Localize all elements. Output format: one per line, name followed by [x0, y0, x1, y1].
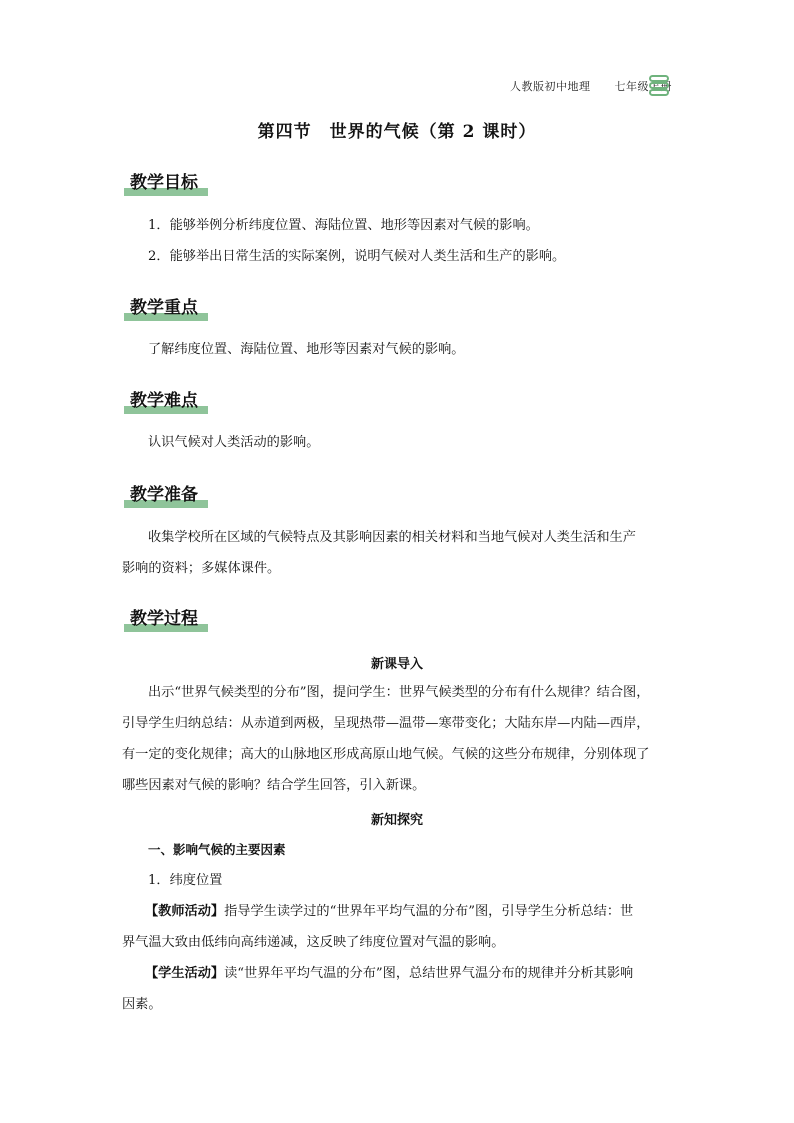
preparation-line-2: 影响的资料；多媒体课件。	[122, 561, 281, 576]
intro-line-2: 引导学生归纳总结：从赤道到两极，呈现热带—温带—寒带变化；大陆东岸—内陆—西岸，	[122, 716, 650, 731]
subheading-climate-factors: 一、影响气候的主要因素	[148, 842, 286, 857]
section-heading-goals: 教学目标	[122, 170, 204, 198]
intro-line-4: 哪些因素对气候的影响？结合学生回答，引入新课。	[122, 778, 426, 793]
page-title: 第四节 世界的气候（第 2 课时）	[257, 122, 537, 142]
goal-item-2: 2．能够举出日常生活的实际案例，说明气候对人类生活和生产的影响。	[148, 249, 566, 264]
student-activity-text: 读“世界年平均气温的分布”图，总结世界气温分布的规律并分析其影响	[224, 966, 634, 981]
item-latitude: 1．纬度位置	[148, 873, 223, 888]
key-points-text: 了解纬度位置、海陆位置、地形等因素对气候的影响。	[148, 342, 465, 357]
teacher-activity-text: 指导学生读学过的“世界年平均气温的分布”图，引导学生分析总结：世	[224, 904, 634, 919]
publisher-logo-icon	[648, 74, 670, 96]
section-heading-difficulties: 教学难点	[122, 388, 204, 416]
teacher-activity-line-2: 界气温大致由低纬向高纬递减，这反映了纬度位置对气温的影响。	[122, 935, 505, 950]
header-publisher: 人教版初中地理	[510, 80, 591, 93]
preparation-line-1: 收集学校所在区域的气候特点及其影响因素的相关材料和当地气候对人类生活和生产	[148, 530, 636, 545]
section-heading-preparation: 教学准备	[122, 482, 204, 510]
goal-item-1: 1．能够举例分析纬度位置、海陆位置、地形等因素对气候的影响。	[148, 218, 539, 233]
student-activity-line-1	[145, 958, 633, 989]
teacher-activity-line-1	[145, 896, 633, 927]
student-activity-line-2: 因素。	[122, 997, 162, 1012]
teacher-activity-label: 【教师活动】	[145, 904, 225, 919]
student-activity-label: 【学生活动】	[145, 966, 225, 981]
header-grade: 七年级上册	[614, 80, 672, 93]
intro-line-1: 出示“世界气候类型的分布”图，提问学生：世界气候类型的分布有什么规律？结合图，	[148, 685, 650, 700]
intro-heading: 新课导入	[370, 657, 423, 672]
intro-line-3: 有一定的变化规律；高大的山脉地区形成高原山地气候。气候的这些分布规律，分别体现了	[122, 747, 650, 762]
section-heading-process: 教学过程	[122, 606, 204, 634]
explore-heading: 新知探究	[370, 813, 423, 828]
section-heading-key-points: 教学重点	[122, 295, 204, 323]
difficulties-text: 认识气候对人类活动的影响。	[148, 435, 320, 450]
